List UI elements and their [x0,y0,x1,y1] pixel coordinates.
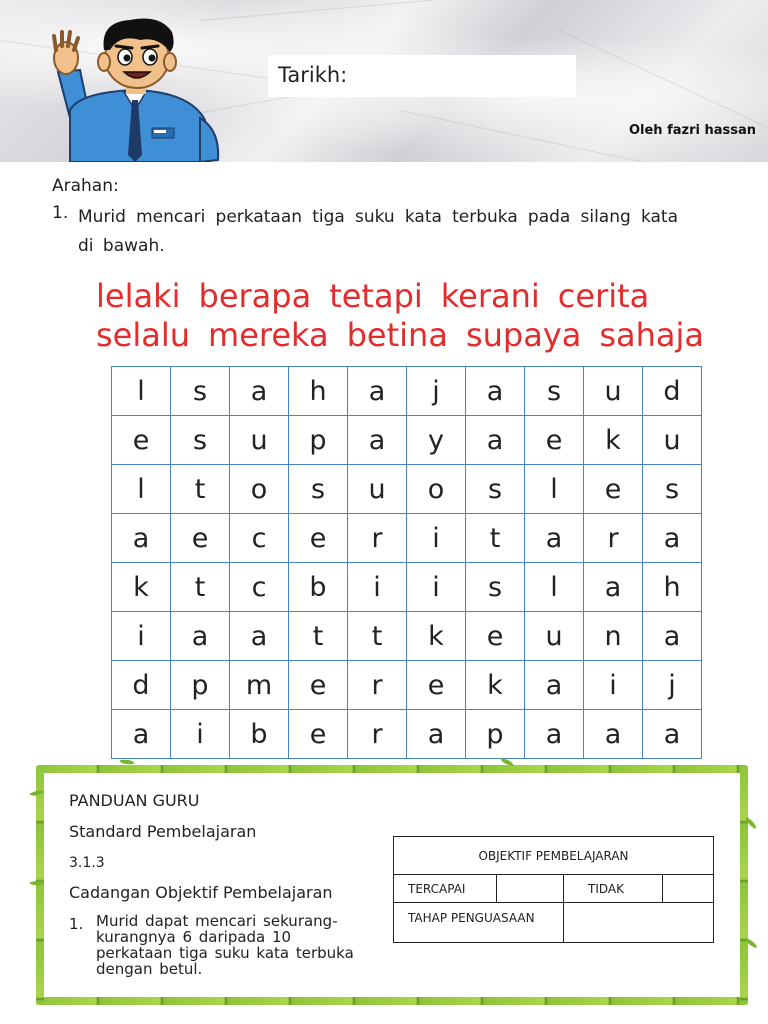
word-item: cerita [557,277,650,315]
grid-cell[interactable]: l [525,563,584,612]
not-achieved-checkbox[interactable] [663,875,714,903]
instructions-heading: Arahan: [52,176,119,196]
grid-cell[interactable]: i [112,612,171,661]
grid-cell[interactable]: a [584,563,643,612]
grid-row [112,465,702,514]
grid-cell[interactable]: e [466,612,525,661]
word-search-grid [111,366,702,759]
grid-cell[interactable]: r [584,514,643,563]
grid-cell[interactable]: a [348,416,407,465]
grid-cell[interactable]: t [466,514,525,563]
mastery-field[interactable] [564,903,714,943]
grid-cell[interactable]: e [584,465,643,514]
grid-cell[interactable]: n [584,612,643,661]
grid-row [112,514,702,563]
grid-cell[interactable]: a [466,367,525,416]
grid-cell[interactable]: i [407,514,466,563]
grid-cell[interactable]: r [348,710,407,759]
grid-cell[interactable]: e [171,514,230,563]
grid-cell[interactable]: u [525,612,584,661]
grid-cell[interactable]: i [171,710,230,759]
grid-cell[interactable]: k [466,661,525,710]
grid-cell[interactable]: a [171,612,230,661]
grid-cell[interactable]: a [525,661,584,710]
grid-cell[interactable]: k [407,612,466,661]
grid-cell[interactable]: l [112,367,171,416]
grid-cell[interactable]: p [171,661,230,710]
achieved-label: TERCAPAI [394,875,497,903]
not-achieved-label: TIDAK [564,875,663,903]
grid-cell[interactable]: i [348,563,407,612]
grid-row [112,563,702,612]
grid-cell[interactable]: j [643,661,702,710]
grid-cell[interactable]: u [230,416,289,465]
grid-cell[interactable]: a [230,367,289,416]
guide-objective-number: 1. [69,915,84,933]
grid-cell[interactable]: s [525,367,584,416]
grid-cell[interactable]: a [584,710,643,759]
grid-cell[interactable]: p [289,416,348,465]
grid-cell[interactable]: e [289,661,348,710]
grid-cell[interactable]: e [525,416,584,465]
date-field[interactable] [268,55,576,97]
grid-cell[interactable]: b [230,710,289,759]
grid-cell[interactable]: u [643,416,702,465]
word-item: kerani [440,277,540,315]
grid-cell[interactable]: p [466,710,525,759]
objective-table [393,836,714,943]
grid-cell[interactable]: a [643,710,702,759]
grid-cell[interactable]: d [112,661,171,710]
word-item: sahaja [599,316,705,354]
grid-cell[interactable]: o [407,465,466,514]
grid-cell[interactable]: a [643,514,702,563]
guide-objective-text: Murid dapat mencari sekurang-kurangnya 6 daripada 10 perkataan tiga suku kata terbuka dengan betul. [96,912,354,978]
grid-cell[interactable]: u [584,367,643,416]
grid-cell[interactable]: o [230,465,289,514]
grid-cell[interactable]: e [112,416,171,465]
boy-illustration [40,10,230,162]
instruction-number: 1. [52,203,69,223]
author-credit: Oleh fazri hassan [628,123,756,138]
word-list-row-1 [96,277,716,315]
grid-cell[interactable]: k [584,416,643,465]
grid-cell[interactable]: d [643,367,702,416]
guide-standard-label: Standard Pembelajaran [69,822,257,841]
grid-cell[interactable]: j [407,367,466,416]
grid-cell[interactable]: l [112,465,171,514]
grid-cell[interactable]: s [466,465,525,514]
word-item: lelaki [96,277,181,315]
grid-cell[interactable]: c [230,563,289,612]
grid-cell[interactable]: s [643,465,702,514]
grid-cell[interactable]: e [289,710,348,759]
grid-cell[interactable]: a [643,612,702,661]
word-list-row-2 [96,316,716,354]
grid-cell[interactable]: a [525,710,584,759]
grid-cell[interactable]: s [171,367,230,416]
grid-cell[interactable]: h [643,563,702,612]
guide-title: PANDUAN GURU [69,791,200,810]
bamboo-frame-top [36,765,748,773]
bamboo-frame-bottom [36,997,748,1005]
grid-cell[interactable]: a [466,416,525,465]
grid-cell[interactable]: i [407,563,466,612]
grid-cell[interactable]: h [289,367,348,416]
grid-row [112,710,702,759]
header-banner [0,0,768,162]
grid-cell[interactable]: e [289,514,348,563]
grid-row [112,416,702,465]
grid-cell[interactable]: a [525,514,584,563]
grid-cell[interactable]: s [289,465,348,514]
date-label: Tarikh: [278,63,348,87]
grid-cell[interactable]: t [289,612,348,661]
achieved-checkbox[interactable] [497,875,564,903]
grid-cell[interactable]: y [407,416,466,465]
mastery-label: TAHAP PENGUASAAN [394,903,564,943]
grid-row [112,612,702,661]
word-item: supaya [465,316,582,354]
word-item: selalu [96,316,191,354]
grid-row [112,367,702,416]
grid-cell[interactable]: m [230,661,289,710]
grid-cell[interactable]: r [348,514,407,563]
grid-cell[interactable]: e [407,661,466,710]
grid-row [112,661,702,710]
grid-cell[interactable]: l [525,465,584,514]
grid-cell[interactable]: i [584,661,643,710]
grid-cell[interactable]: t [171,465,230,514]
grid-cell[interactable]: a [112,710,171,759]
grid-cell[interactable]: t [348,612,407,661]
grid-cell[interactable]: a [407,710,466,759]
word-item: betina [346,316,448,354]
grid-cell[interactable]: k [112,563,171,612]
grid-cell[interactable]: u [348,465,407,514]
guide-objective-label: Cadangan Objektif Pembelajaran [69,883,333,902]
instruction-text: Murid mencari perkataan tiga suku kata terbuka pada silang kata di bawah. [78,207,678,256]
grid-cell[interactable]: b [289,563,348,612]
grid-cell[interactable]: r [348,661,407,710]
grid-cell[interactable]: s [466,563,525,612]
guide-standard-code: 3.1.3 [69,855,105,871]
grid-cell[interactable]: c [230,514,289,563]
grid-cell[interactable]: a [112,514,171,563]
word-item: tetapi [329,277,423,315]
bamboo-frame-right [740,765,748,1005]
grid-cell[interactable]: t [171,563,230,612]
grid-cell[interactable]: a [230,612,289,661]
grid-cell[interactable]: a [348,367,407,416]
grid-cell[interactable]: s [171,416,230,465]
word-item: berapa [198,277,312,315]
word-item: mereka [208,316,329,354]
objective-table-header: OBJEKTIF PEMBELAJARAN [394,837,714,875]
